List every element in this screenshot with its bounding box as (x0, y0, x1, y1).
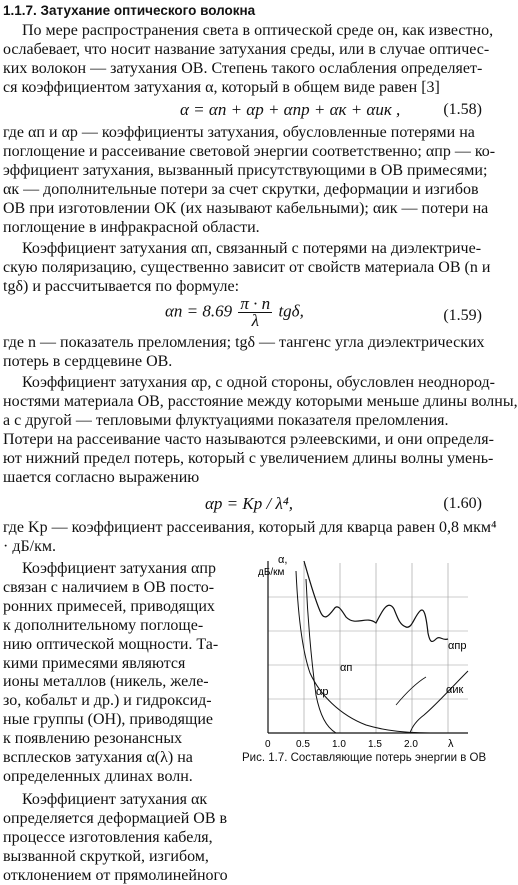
figure-caption: Рис. 1.7. Составляющие потерь энергии в ОВ (242, 752, 486, 764)
formula-1-60-number: (1.60) (443, 495, 482, 513)
label-alpha-r: αр (316, 686, 328, 698)
column-line-4: к дополнительному поглоще- (3, 617, 231, 636)
para5-line-3: а с другой — тепловыми флуктуациями показателя преломления. (3, 412, 449, 430)
formula-1-59-lhs: αп = 8.69 (165, 301, 232, 320)
label-alpha-pr: αпр (448, 640, 466, 652)
para5-line-4: Потери на рассеивание часто называются рэлеевскими, и они определя- (3, 431, 494, 449)
formula-1-59-numerator: π · n (238, 296, 272, 313)
x-tick-0: 0 (265, 739, 271, 750)
para3-line-3: tgδ) и рассчитывается по формуле: (3, 278, 239, 296)
x-tick-1-5: 1.5 (368, 739, 382, 750)
formula-1-59-denominator: λ (238, 313, 272, 329)
loss-components-figure (236, 555, 474, 751)
para1-line-3: ких волокон — затухания ОВ. Степень такого ослабления определяет- (3, 60, 482, 78)
column-line-12: определенных длинах волн. (3, 768, 231, 787)
label-alpha-ik: αик (446, 684, 464, 696)
y-axis-label-bottom: дБ/км (258, 567, 285, 578)
column-line-13: Коэффициент затухания αк (3, 791, 231, 810)
para4-line-2: потерь в сердцевине ОВ. (3, 353, 172, 371)
column-line-15: процессе изготовления кабеля, (3, 829, 231, 848)
para2-line-4: αк — дополнительные потери за счет скрутки, деформации и изгибов (3, 181, 479, 199)
para2-line-5: ОВ при изготовлении ОК (их называют кабельными); αик — потери на (3, 200, 488, 218)
para5-line-2: ностями материала ОВ, расстояние между которыми меньше длины волны, (3, 393, 518, 411)
column-line-11: всплесков затухания α(λ) на (3, 749, 231, 768)
formula-1-58: α = αп + αр + αпр + αк + αик , (180, 100, 400, 120)
para1-line-4: ся коэффициентом затухания α, который в общем виде равен [3] (3, 79, 440, 97)
column-text (3, 560, 231, 885)
column-line-5: нию оптической мощности. Та- (3, 636, 231, 655)
x-axis-label: λ (448, 738, 454, 750)
para2-line-6: поглощение в инфракрасной области. (3, 219, 260, 237)
para3-line-2: скую поляризацию, существенно зависит от свойств материала ОВ (n и (3, 259, 490, 277)
x-tick-2-0: 2.0 (404, 739, 418, 750)
grid (268, 563, 468, 733)
para2-line-3: эффициент затухания, вызванный присутствующими в ОВ примесями; (3, 162, 487, 180)
formula-1-60: αр = Kр / λ⁴, (205, 494, 293, 514)
para3-line-1: Коэффициент затухания αп, связанный с потерями на диэлектриче- (22, 240, 481, 258)
column-line-14: определяется деформацией ОВ в (3, 810, 231, 829)
column-line-2: связан с наличием в ОВ посто- (3, 579, 231, 598)
x-tick-0-5: 0.5 (296, 739, 310, 750)
column-line-6: кими примесями являются (3, 655, 231, 674)
curve-alpha-r (306, 579, 336, 733)
formula-1-59 (165, 296, 304, 329)
formula-1-59-fraction (238, 296, 272, 329)
para5-line-5: ют нижний предел потерь, который с увеличением длины волны умень- (3, 450, 493, 468)
column-line-17: отклонением от прямолинейного (3, 867, 231, 885)
x-tick-1-0: 1.0 (332, 739, 346, 750)
y-axis-label-top: α, (278, 554, 287, 566)
column-line-8: зо, кобальт и др.) и гидроксид- (3, 692, 231, 711)
formula-1-58-number: (1.58) (443, 101, 482, 119)
para5-line-6: шается согласно выражению (3, 469, 199, 487)
para2-line-1: где αп и αр — коэффициенты затухания, обусловленные потерями на (3, 124, 475, 142)
formula-1-59-number: (1.59) (443, 307, 482, 325)
para2-line-2: поглощение и рассеивание световой энергии соответственно; αпр — ко- (3, 143, 495, 161)
para5-line-1: Коэффициент затухания αр, с одной стороны, обусловлен неоднород- (22, 374, 495, 392)
formula-1-59-rhs: tgδ, (278, 301, 303, 320)
para1-line-1: По мере распространения света в оптической среде он, как известно, (22, 22, 493, 40)
section-heading: 1.1.7. Затухание оптического волокна (3, 2, 255, 20)
curve-alpha-ik (410, 671, 468, 733)
column-line-9: ные группы (ОН), приводящие (3, 711, 231, 730)
column-line-7: ионы металлов (никель, желе- (3, 673, 231, 692)
para6-line-2: · дБ/км. (3, 538, 56, 556)
column-line-10: к появлению резонансных (3, 730, 231, 749)
para1-line-2: ослабевает, что носит название затухания среды, или в случае оптичес- (3, 41, 489, 59)
para4-line-1: где n — показатель преломления; tgδ — тангенс угла диэлектрических (3, 334, 485, 352)
label-alpha-p: αп (340, 662, 352, 674)
curve-extra (396, 677, 426, 705)
column-line-3: ронних примесей, приводящих (3, 598, 231, 617)
para6-line-1: где Kр — коэффициент рассеивания, который для кварца равен 0,8 мкм⁴ (3, 519, 497, 537)
column-line-1: Коэффициент затухания αпр (3, 560, 231, 579)
curve-alpha-p (296, 571, 436, 733)
column-line-16: вызванной скруткой, изгибом, (3, 848, 231, 867)
